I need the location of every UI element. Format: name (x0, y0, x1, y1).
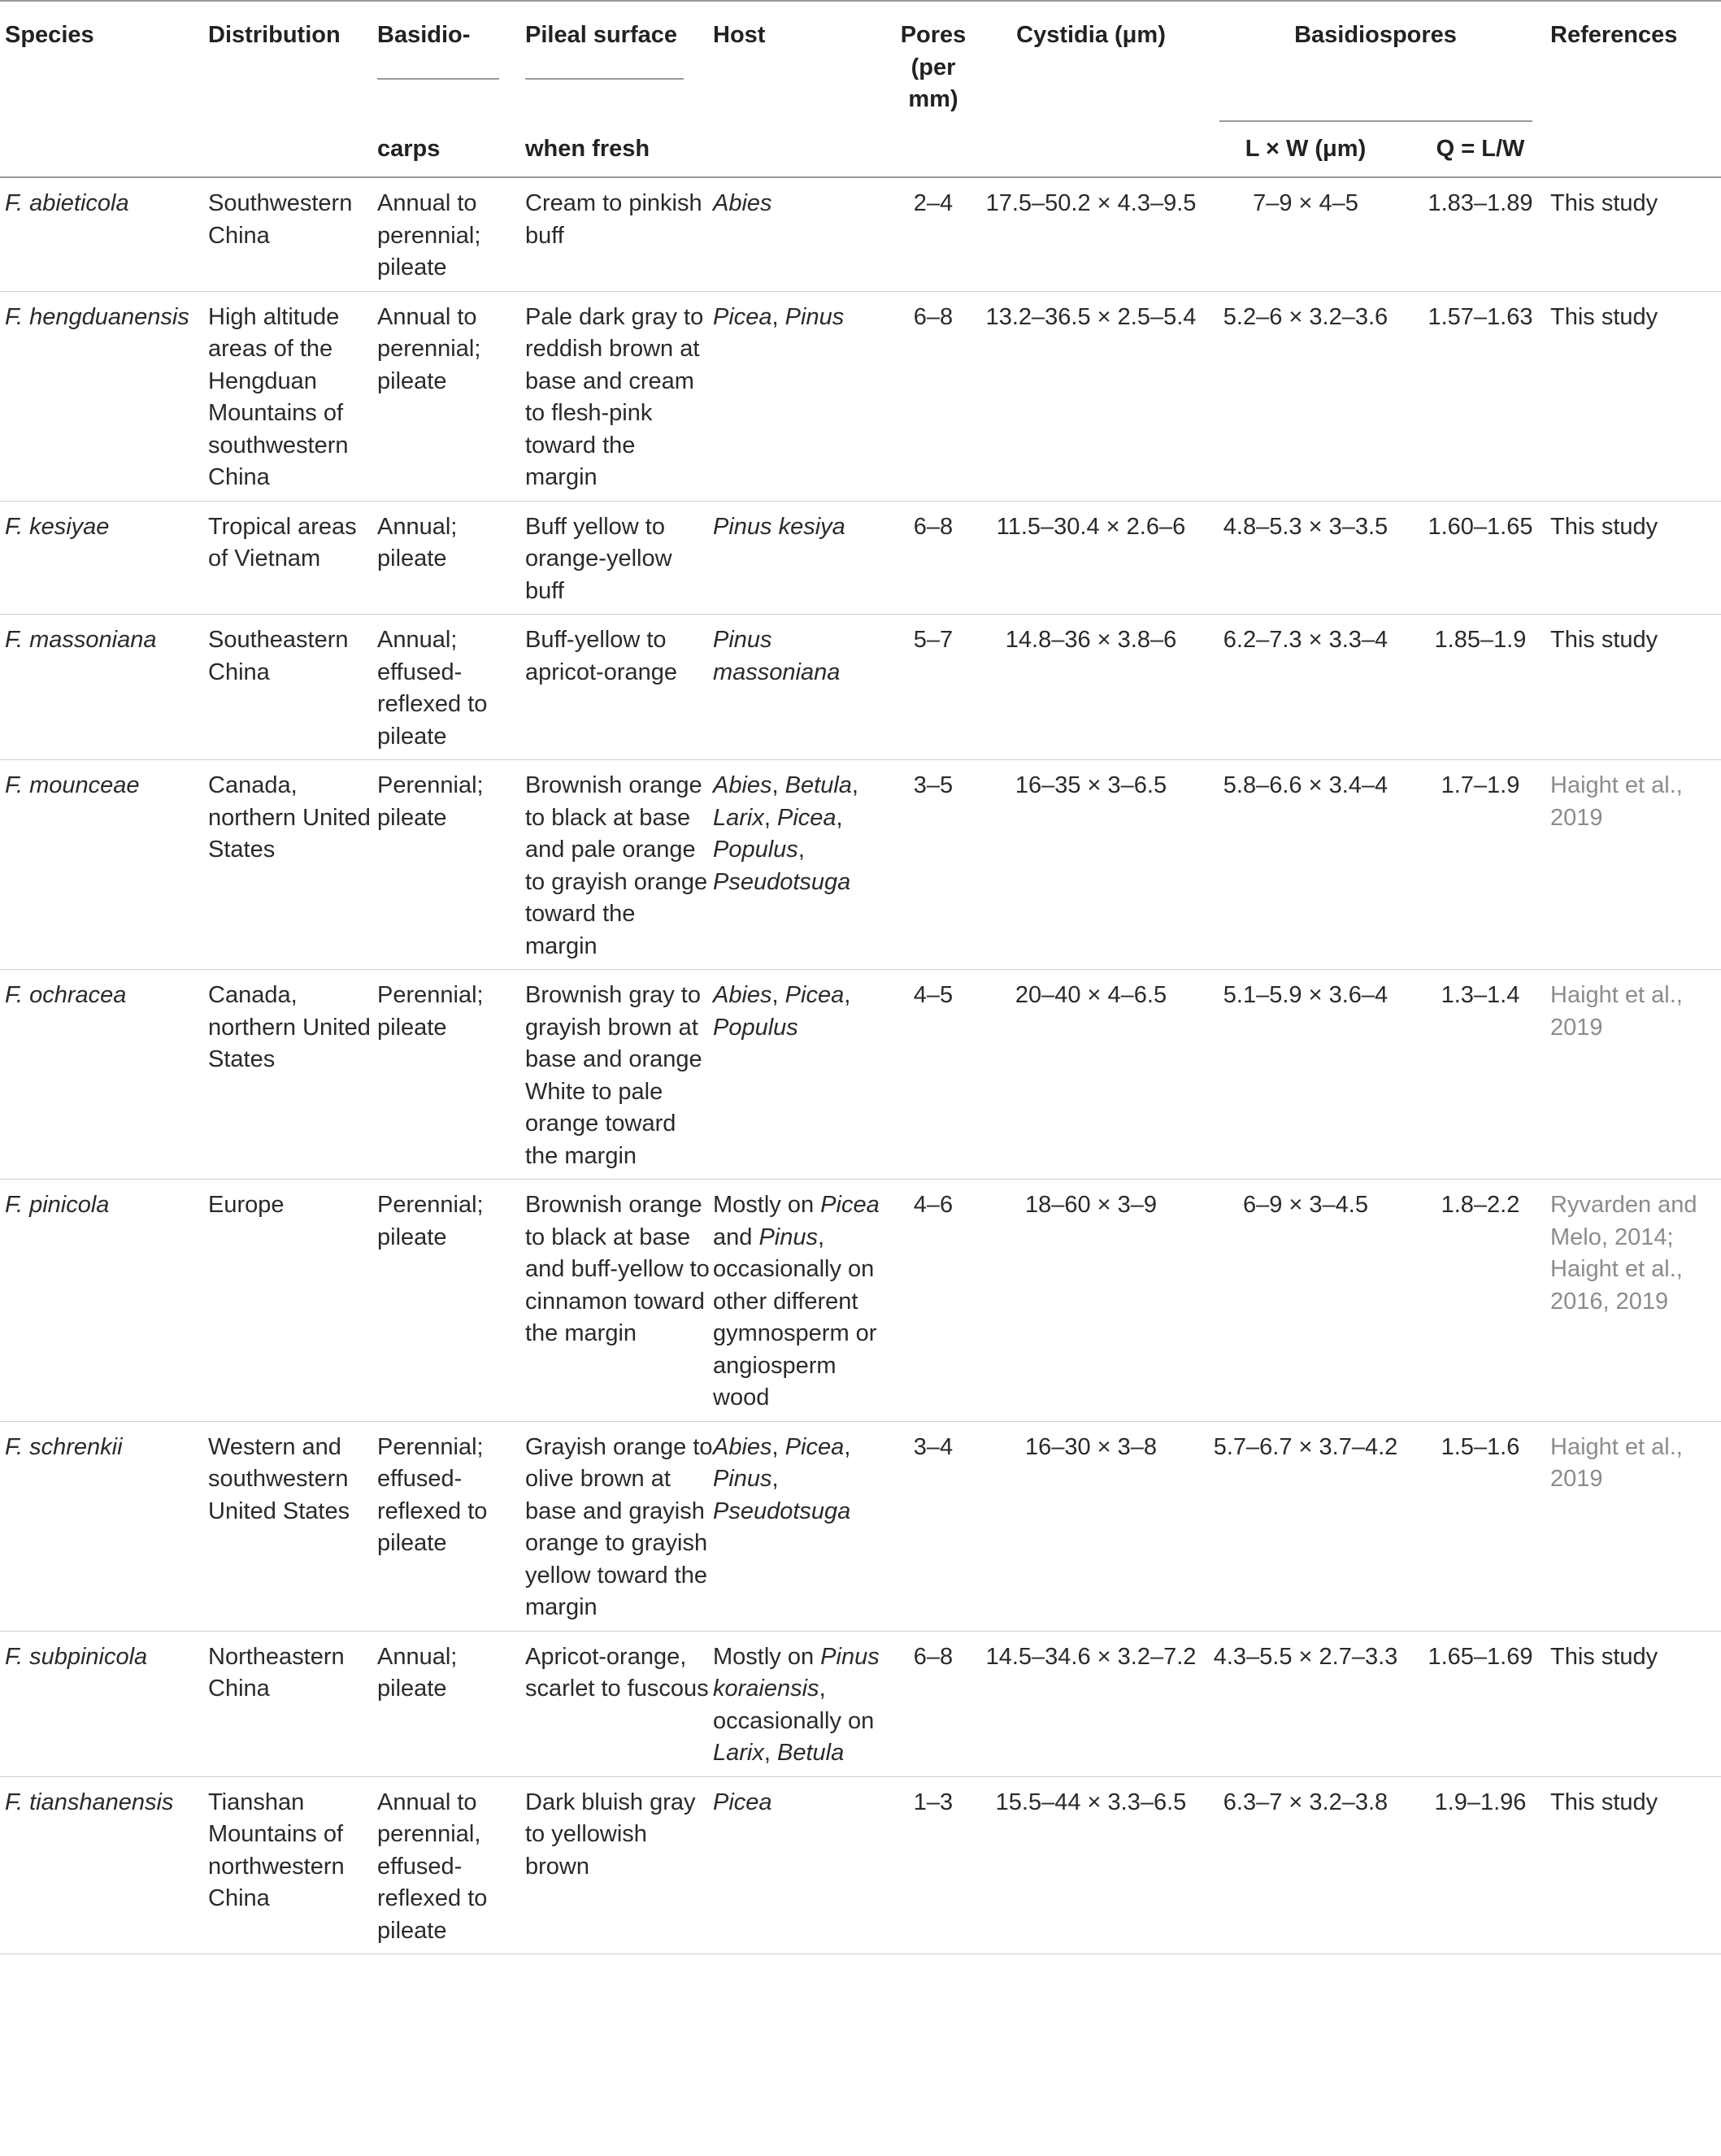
spore-q: 1.85–1.9 (1410, 615, 1550, 760)
distribution: High altitude areas of the Hengduan Mountains of southwestern China (208, 291, 377, 501)
host: Abies (713, 177, 885, 291)
pileal-surface: Brownish orange to black at base and pale orange to grayish orange toward the margin (525, 760, 713, 970)
species-name: F. subpinicola (0, 1631, 208, 1776)
distribution: Tianshan Mountains of northwestern China (208, 1776, 377, 1954)
pores: 5–7 (885, 615, 981, 760)
spore-q: 1.9–1.96 (1410, 1776, 1550, 1954)
reference: Haight et al., 2019 (1550, 970, 1721, 1180)
pileal-surface: Buff-yellow to apricot-orange (525, 615, 713, 760)
reference: Haight et al., 2019 (1550, 760, 1721, 970)
species-name: F. hengduanensis (0, 291, 208, 501)
distribution: Tropical areas of Vietnam (208, 501, 377, 615)
distribution: Canada, northern United States (208, 970, 377, 1180)
species-name: F. kesiyae (0, 501, 208, 615)
header-distribution: Distribution (208, 22, 341, 48)
pileal-surface: Grayish orange to olive brown at base and grayish orange to grayish yellow toward the margin (525, 1421, 713, 1631)
pileal-surface: Pale dark gray to reddish brown at base and cream to flesh-pink toward the margin (525, 291, 713, 501)
header-cystidia: Cystidia (μm) (1016, 22, 1166, 48)
pores: 3–5 (885, 760, 981, 970)
table-row (0, 177, 1721, 291)
basidiocarps: Annual; pileate (377, 501, 525, 615)
table-row (0, 760, 1721, 970)
table-row (0, 615, 1721, 760)
distribution: Europe (208, 1180, 377, 1422)
pores: 6–8 (885, 1631, 981, 1776)
spore-q: 1.65–1.69 (1410, 1631, 1550, 1776)
table-row (0, 970, 1721, 1180)
table-row (0, 1631, 1721, 1776)
distribution: Southwestern China (208, 177, 377, 291)
spore-size: 4.3–5.5 × 2.7–3.3 (1201, 1631, 1410, 1776)
header-basidiocarps-top: Basidio- (377, 22, 471, 48)
host: Picea, Pinus (713, 291, 885, 501)
species-name: F. mounceae (0, 760, 208, 970)
host: Mostly on Pinus koraiensis, occasionally on Larix, Betula (713, 1631, 885, 1776)
header-basidiocarps (377, 1, 525, 122)
reference: Haight et al., 2019 (1550, 1421, 1721, 1631)
pileal-surface: Apricot-orange, scarlet to fuscous (525, 1631, 713, 1776)
basidiocarps: Annual to perennial; pileate (377, 177, 525, 291)
table-row (0, 501, 1721, 615)
header-pileal (525, 1, 713, 122)
pileal-surface: Dark bluish gray to yellowish brown (525, 1776, 713, 1954)
reference: Ryvarden and Melo, 2014; Haight et al., 2016, 2019 (1550, 1180, 1721, 1422)
basidiocarps: Annual to perennial; pileate (377, 291, 525, 501)
species-name: F. pinicola (0, 1180, 208, 1422)
cystidia: 20–40 × 4–6.5 (981, 970, 1201, 1180)
header-lw: L × W (μm) (1201, 122, 1410, 178)
cystidia: 14.8–36 × 3.8–6 (981, 615, 1201, 760)
header-pores-line1: Pores (900, 22, 967, 48)
cystidia: 16–30 × 3–8 (981, 1421, 1201, 1631)
pileal-surface: Brownish orange to black at base and buff-yellow to cinnamon toward the margin (525, 1180, 713, 1422)
basidiocarps: Perennial; pileate (377, 1180, 525, 1422)
header-pores (885, 1, 981, 122)
reference: This study (1550, 1631, 1721, 1776)
pores: 4–5 (885, 970, 981, 1180)
spore-size: 5.8–6.6 × 3.4–4 (1201, 760, 1410, 970)
header-references: References (1550, 22, 1678, 48)
distribution: Western and southwestern United States (208, 1421, 377, 1631)
spore-q: 1.5–1.6 (1410, 1421, 1550, 1631)
cystidia: 18–60 × 3–9 (981, 1180, 1201, 1422)
header-basidiospores (1201, 1, 1550, 122)
pores: 2–4 (885, 177, 981, 291)
pileal-surface: Buff yellow to orange-yellow buff (525, 501, 713, 615)
basidiocarps: Perennial; pileate (377, 760, 525, 970)
distribution: Southeastern China (208, 615, 377, 760)
basidiocarps: Annual; effused-reflexed to pileate (377, 615, 525, 760)
host: Mostly on Picea and Pinus, occasionally on other different gymnosperm or angiosperm wood (713, 1180, 885, 1422)
spore-q: 1.7–1.9 (1410, 760, 1550, 970)
spore-size: 5.2–6 × 3.2–3.6 (1201, 291, 1410, 501)
reference: This study (1550, 615, 1721, 760)
header-host: Host (713, 22, 766, 48)
cystidia: 13.2–36.5 × 2.5–5.4 (981, 291, 1201, 501)
pores: 4–6 (885, 1180, 981, 1422)
header-q: Q = L/W (1410, 122, 1550, 178)
header-basidiospores-label: Basidiospores (1294, 22, 1457, 48)
host: Abies, Picea, Pinus, Pseudotsuga (713, 1421, 885, 1631)
header-pores-line2: (per (910, 54, 956, 80)
pores: 3–4 (885, 1421, 981, 1631)
header-pileal-top: Pileal surface (525, 22, 677, 48)
pileal-surface: Cream to pinkish buff (525, 177, 713, 291)
basidiocarps: Perennial; pileate (377, 970, 525, 1180)
table-body (0, 177, 1721, 1954)
species-name: F. ochracea (0, 970, 208, 1180)
spore-size: 7–9 × 4–5 (1201, 177, 1410, 291)
cystidia: 16–35 × 3–6.5 (981, 760, 1201, 970)
spore-size: 6.2–7.3 × 3.3–4 (1201, 615, 1410, 760)
header-species: Species (5, 22, 94, 48)
species-name: F. abieticola (0, 177, 208, 291)
pileal-surface: Brownish gray to grayish brown at base and orange White to pale orange toward the margin (525, 970, 713, 1180)
cystidia: 11.5–30.4 × 2.6–6 (981, 501, 1201, 615)
host: Abies, Picea, Populus (713, 970, 885, 1180)
species-name: F. tianshanensis (0, 1776, 208, 1954)
table-row (0, 291, 1721, 501)
basidiocarps: Annual; pileate (377, 1631, 525, 1776)
spore-size: 4.8–5.3 × 3–3.5 (1201, 501, 1410, 615)
basidiocarps: Perennial; effused-reflexed to pileate (377, 1421, 525, 1631)
species-name: F. schrenkii (0, 1421, 208, 1631)
header-basidiocarps-rule (377, 78, 499, 80)
header-row-2 (0, 122, 1721, 178)
spore-q: 1.8–2.2 (1410, 1180, 1550, 1422)
spore-size: 5.7–6.7 × 3.7–4.2 (1201, 1421, 1410, 1631)
cystidia: 15.5–44 × 3.3–6.5 (981, 1776, 1201, 1954)
header-pileal-bottom: when fresh (525, 122, 713, 178)
host: Pinus kesiya (713, 501, 885, 615)
spore-q: 1.60–1.65 (1410, 501, 1550, 615)
reference: This study (1550, 291, 1721, 501)
spore-q: 1.57–1.63 (1410, 291, 1550, 501)
reference: This study (1550, 501, 1721, 615)
table-row (0, 1776, 1721, 1954)
spore-size: 5.1–5.9 × 3.6–4 (1201, 970, 1410, 1180)
header-pores-line3: mm) (908, 86, 958, 112)
host: Abies, Betula, Larix, Picea, Populus, Pseudotsuga (713, 760, 885, 970)
distribution: Northeastern China (208, 1631, 377, 1776)
spore-q: 1.83–1.89 (1410, 177, 1550, 291)
pores: 1–3 (885, 1776, 981, 1954)
basidiocarps: Annual to perennial, effused-reflexed to pileate (377, 1776, 525, 1954)
host: Picea (713, 1776, 885, 1954)
header-row-1 (0, 1, 1721, 122)
table-header (0, 1, 1721, 177)
header-basidiocarps-bottom: carps (377, 122, 525, 178)
spore-q: 1.3–1.4 (1410, 970, 1550, 1180)
pores: 6–8 (885, 291, 981, 501)
spore-size: 6.3–7 × 3.2–3.8 (1201, 1776, 1410, 1954)
cystidia: 14.5–34.6 × 3.2–7.2 (981, 1631, 1201, 1776)
pores: 6–8 (885, 501, 981, 615)
cystidia: 17.5–50.2 × 4.3–9.5 (981, 177, 1201, 291)
spore-size: 6–9 × 3–4.5 (1201, 1180, 1410, 1422)
table-row (0, 1180, 1721, 1422)
reference: This study (1550, 177, 1721, 291)
species-name: F. massoniana (0, 615, 208, 760)
reference: This study (1550, 1776, 1721, 1954)
header-pileal-rule (525, 78, 684, 80)
distribution: Canada, northern United States (208, 760, 377, 970)
host: Pinus massoniana (713, 615, 885, 760)
table-row (0, 1421, 1721, 1631)
